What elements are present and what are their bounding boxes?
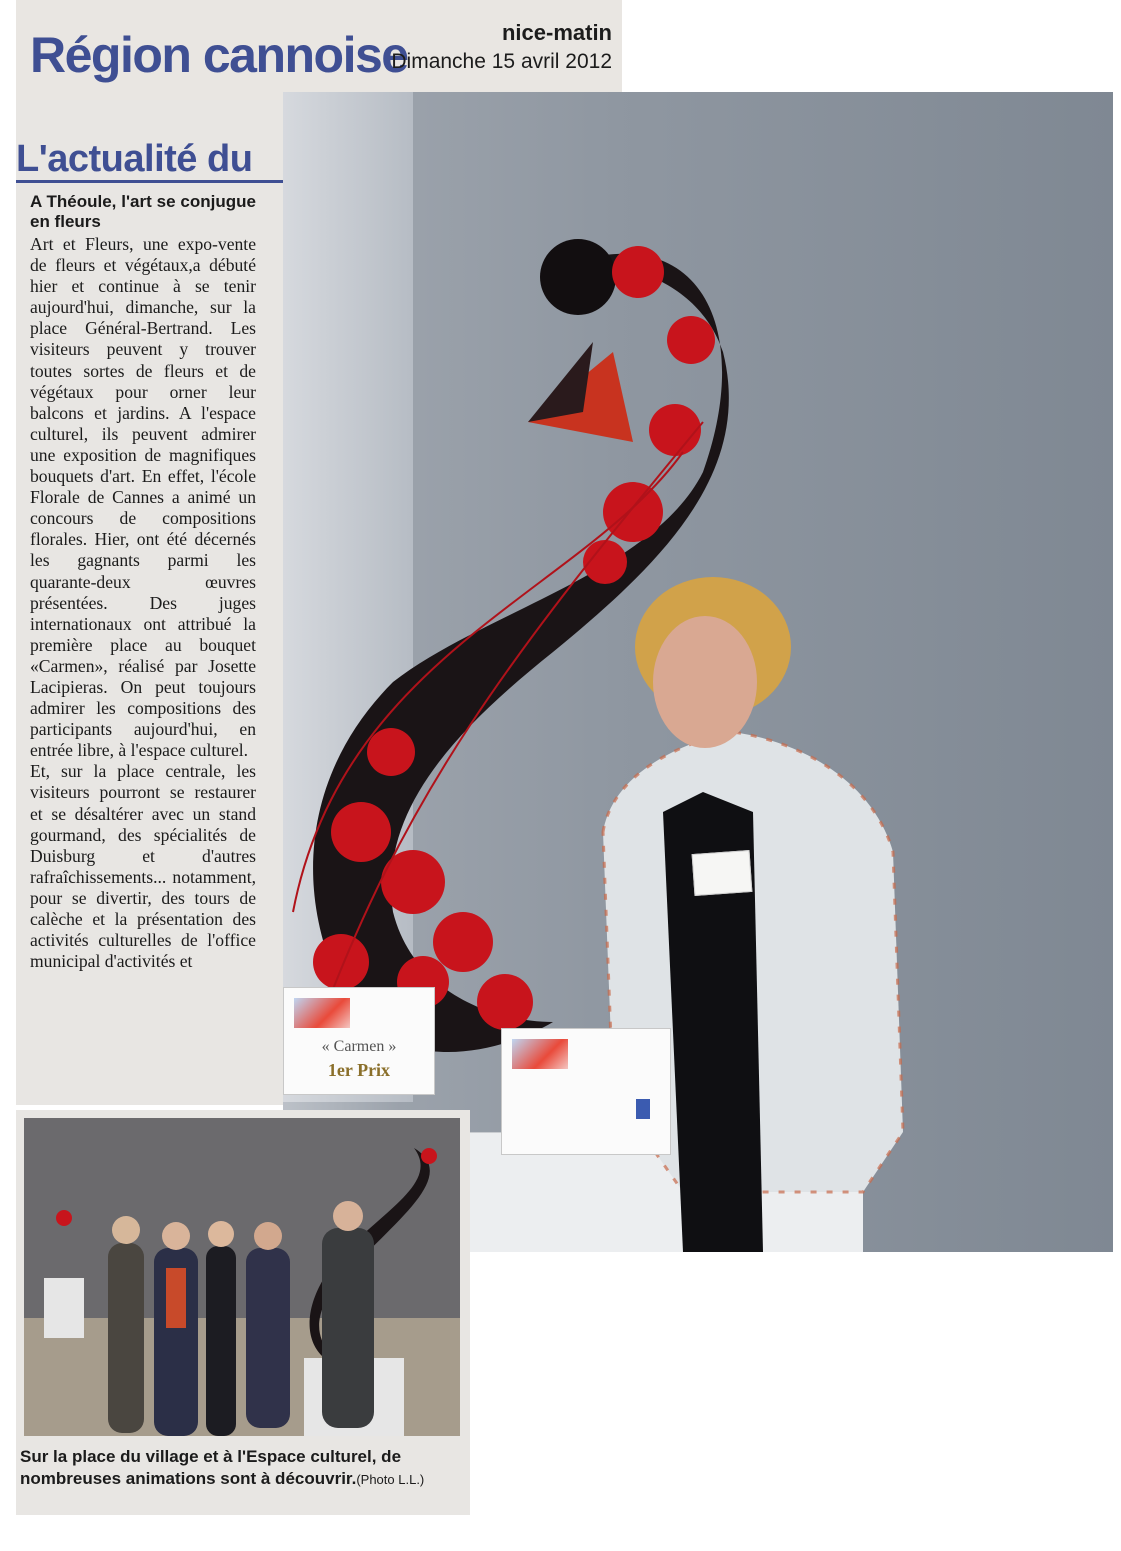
carnation-flower bbox=[331, 802, 391, 862]
person bbox=[246, 1248, 290, 1428]
card-prize: 1er Prix bbox=[327, 1060, 391, 1080]
card-bouquet-name: « Carmen » bbox=[321, 1038, 397, 1055]
lace-fan bbox=[528, 342, 593, 422]
carnation-flower bbox=[612, 246, 664, 298]
person-head bbox=[162, 1222, 190, 1250]
section-rule bbox=[16, 180, 284, 183]
publication-date: Dimanche 15 avril 2012 bbox=[391, 50, 612, 73]
badge-icon bbox=[636, 1099, 650, 1119]
caption-text: Sur la place du village et à l'Espace culturel, de nombreuses animations sont à découvrir. bbox=[20, 1447, 402, 1488]
carnation-flower bbox=[477, 974, 533, 1030]
paper-name: nice-matin bbox=[501, 20, 612, 45]
article-paragraph-2: Et, sur la place centrale, les visiteurs pourront se restaurer et se désaltérer avec un stand gourmand, des spécialités de Duisburg et d'autres rafraîchissements... notamment, pour se divertir, des tours de calèche et la présentation des activités culturelles de l'office municipal d'activités et bbox=[30, 761, 256, 972]
carmen-prize-card bbox=[283, 987, 435, 1095]
group-photo bbox=[24, 1118, 460, 1436]
carnation-flower bbox=[667, 316, 715, 364]
group-photo-scene bbox=[24, 1118, 460, 1436]
article-body bbox=[30, 192, 256, 972]
carnation-flower bbox=[433, 912, 493, 972]
photo-credit: (Photo L.L.) bbox=[356, 1472, 425, 1487]
plinth bbox=[44, 1278, 84, 1338]
event-logo bbox=[294, 998, 350, 1028]
carnation-flower bbox=[421, 1148, 437, 1164]
carnation-flower bbox=[56, 1210, 72, 1226]
person bbox=[166, 1268, 186, 1328]
person-head bbox=[112, 1216, 140, 1244]
person bbox=[206, 1246, 236, 1436]
article-paragraph-1: Art et Fleurs, une expo-vente de fleurs et végétaux,a débuté hier et continue à se tenir aujourd'hui, dimanche, sur la place Général-Bertrand. Les visiteurs peuvent y trouver toutes sortes de fleurs et de végétaux pour orner leur balcons et jardins. A l'espace culturel, ils peuvent admirer une exposition de magnifiques bouquets d'art. En effet, l'école Florale de Cannes a animé un concours de compositions florales. Hier, ont été décernés les gagnants parmi les quarante-deux œuvres présentées. Des juges internationaux ont attribué la première place au bouquet «Carmen», réalisé par Josette Lacipieras. On peut toujours admirer les compositions des participants aujourd'hui, en entrée libre, à l'espace culturel. bbox=[30, 234, 256, 761]
small-photo-clipping bbox=[16, 1110, 470, 1515]
person-head bbox=[208, 1221, 234, 1247]
event-logo bbox=[512, 1039, 568, 1069]
sculpture-ball bbox=[540, 239, 616, 315]
carnation-flower bbox=[367, 728, 415, 776]
person bbox=[108, 1243, 144, 1433]
article-headline: A Théoule, l'art se conjugue en fleurs bbox=[30, 192, 256, 231]
carnation-flower bbox=[649, 404, 701, 456]
article-clipping bbox=[16, 100, 284, 1105]
person bbox=[322, 1228, 374, 1428]
main-photo bbox=[283, 92, 1113, 1252]
region-title: Région cannoise bbox=[30, 27, 408, 83]
person-head bbox=[254, 1222, 282, 1250]
newspaper-header bbox=[16, 0, 622, 102]
section-title: L'actualité du bbox=[16, 138, 253, 180]
name-tag bbox=[692, 850, 753, 896]
event-card bbox=[501, 1028, 671, 1155]
person-head bbox=[333, 1201, 363, 1231]
photo-caption bbox=[20, 1446, 466, 1491]
carnation-flower bbox=[313, 934, 369, 990]
person-face bbox=[653, 616, 757, 748]
